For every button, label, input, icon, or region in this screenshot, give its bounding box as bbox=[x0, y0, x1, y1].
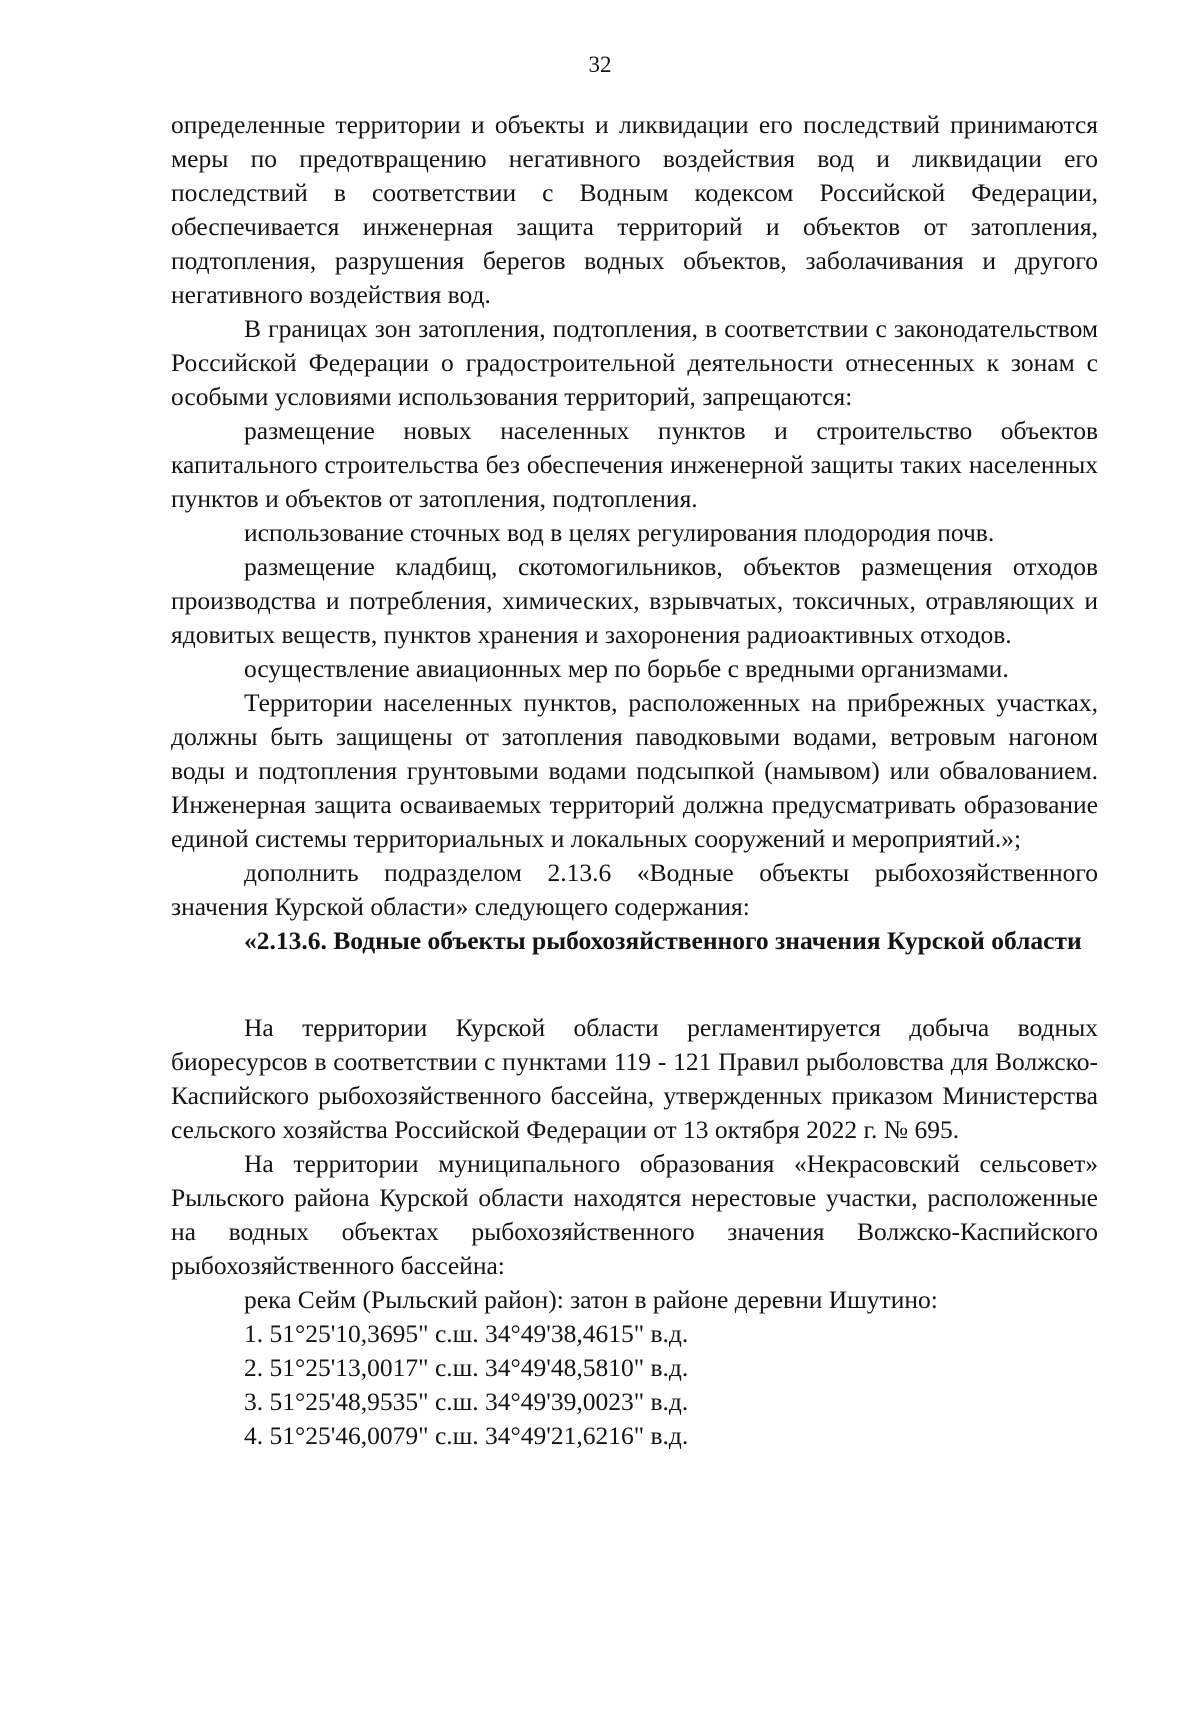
paragraph-prohibition-waste: размещение кладбищ, скотомогильников, объектов размещения отходов производства и потребления, химических, взрывчатых, токсичных, отравляющих и ядовитых веществ, пунктов хранения и захоронения радиоактивных отходов. bbox=[171, 552, 1098, 649]
section-heading: «2.13.6. Водные объекты рыбохозяйственного значения Курской области bbox=[244, 926, 1082, 955]
paragraph-flood-protection: определенные территории и объекты и ликвидации его последствий принимаются меры по предотвращению негативного воздействия вод и ликвидации его последствий в соответствии с Водным кодексом Российской Федерации, обеспечивается инженерная защита территорий и объектов от затопления, подтопления, разрушения берегов водных объектов, заболачивания и другого негативного воздействия вод. bbox=[171, 110, 1098, 309]
paragraph-prohibitions-intro: В границах зон затопления, подтопления, в соответствии с законодательством Российской Федерации о градостроительной деятельности отнесенных к зонам с особыми условиями использования территорий, запрещаются: bbox=[171, 314, 1098, 411]
coordinate-item: 3. 51°25'48,9535" с.ш. 34°49'39,0023" в.д. bbox=[244, 1387, 689, 1416]
coordinate-item: 1. 51°25'10,3695" с.ш. 34°49'38,4615" в.д. bbox=[244, 1319, 689, 1348]
paragraph-river-seim: река Сейм (Рыльский район): затон в районе деревни Ишутино: bbox=[244, 1285, 938, 1314]
paragraph-spawning-areas: На территории муниципального образования «Некрасовский сельсовет» Рыльского района Курской области находятся нерестовые участки, расположенные на водных объектах рыбохозяйственного значения Волжско-Каспийского рыбохозяйственного бассейна: bbox=[171, 1149, 1098, 1280]
paragraph-prohibition-wastewater: использование сточных вод в целях регулирования плодородия почв. bbox=[244, 518, 995, 547]
paragraph-amendment: дополнить подразделом 2.13.6 «Водные объекты рыбохозяйственного значения Курской области» следующего содержания: bbox=[171, 858, 1098, 921]
page-number: 32 bbox=[588, 52, 612, 77]
document-body bbox=[171, 108, 1098, 1453]
paragraph-coastal-territories: Территории населенных пунктов, расположенных на прибрежных участках, должны быть защищены от затопления паводковыми водами, ветровым нагоном воды и подтопления грунтовыми водами подсыпкой (намывом) или обвалованием. Инженерная защита осваиваемых территорий должна предусматривать образование единой системы территориальных и локальных сооружений и мероприятий.»; bbox=[171, 688, 1098, 853]
coordinate-item: 2. 51°25'13,0017" с.ш. 34°49'48,5810" в.д. bbox=[244, 1353, 689, 1382]
coordinate-item: 4. 51°25'46,0079" с.ш. 34°49'21,6216" в.д. bbox=[244, 1421, 689, 1450]
paragraph-prohibition-settlements: размещение новых населенных пунктов и строительство объектов капитального строительства без обеспечения инженерной защиты таких населенных пунктов и объектов от затопления, подтопления. bbox=[171, 416, 1098, 513]
paragraph-fishing-rules: На территории Курской области регламентируется добыча водных биоресурсов в соответствии с пунктами 119 - 121 Правил рыболовства для Волжско-Каспийского рыбохозяйственного бассейна, утвержденных приказом Министерства сельского хозяйства Российской Федерации от 13 октября 2022 г. № 695. bbox=[171, 1013, 1098, 1144]
paragraph-prohibition-aviation: осуществление авиационных мер по борьбе с вредными организмами. bbox=[244, 654, 1009, 683]
